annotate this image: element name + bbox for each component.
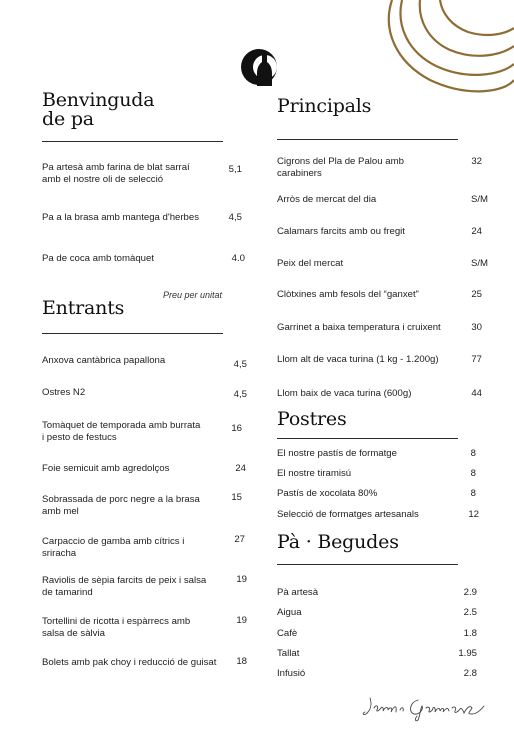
menu-item-price: 4,5 [228, 212, 242, 223]
menu-item-name: Sobrassada de porc negre a la brasa amb mel [42, 494, 200, 517]
menu-item-name: Pa de coca amb tomàquet [42, 253, 154, 264]
menu-item-name: Llom alt de vaca turina (1 kg - 1.200g) [277, 354, 439, 365]
menu-item-name: Anxova cantàbrica papallona [42, 355, 166, 366]
menu-item-price: 4.0 [231, 253, 245, 264]
menu-item-name: Foie semicuit amb agredolços [42, 463, 170, 474]
section-title-entrants: Entrants [42, 297, 125, 319]
menu-item-name: Aigua [277, 607, 302, 618]
menu-item-price: 25 [471, 289, 482, 300]
menu-item-price: S/M [470, 258, 488, 269]
menu-item-name: Tallat [277, 648, 300, 659]
menu-item-price: 12 [468, 509, 479, 520]
menu-item-price: 2.5 [463, 607, 477, 618]
section-title-benvinguda: Benvinguda de pa [42, 89, 155, 130]
menu-item-name: Garrinet a baixa temperatura i cruixent [277, 322, 441, 333]
menu-item-name: Cafè [277, 628, 298, 639]
menu-item-name: Peix del mercat [277, 258, 344, 269]
menu-item-name: Pa artesà amb farina de blat sarraí amb el nostre oli de selecció [42, 162, 190, 185]
menu-item-price: 27 [234, 534, 245, 545]
menu-item-price: 1.95 [458, 648, 477, 659]
menu-item-price: 44 [471, 388, 482, 399]
menu-item-name: Tortellini de ricotta i espàrrecs amb salsa de sàlvia [42, 616, 191, 639]
menu-item-price: 2.8 [463, 668, 477, 679]
menu-item-name: El nostre pastís de formatge [277, 448, 397, 459]
section-title-principals: Principals [277, 95, 372, 117]
menu-item-name: Arròs de mercat del dia [277, 194, 377, 205]
menu-item-price: 2.9 [463, 587, 477, 598]
menu-item-price: 24 [235, 463, 246, 474]
menu-item-price: 15 [231, 492, 242, 503]
menu-item-name: Bolets amb pak choy i reducció de guisat [42, 657, 217, 668]
menu-item-name: Ostres N2 [42, 387, 86, 398]
wine-bottle-c-logo [240, 44, 280, 90]
menu-item-price: 8 [470, 448, 476, 459]
menu-item-name: Pastís de xocolata 80% [277, 488, 378, 499]
menu-item-name: Pà artesà [277, 587, 319, 598]
menu-item-name: Clòtxines amb fesols del “ganxet” [277, 289, 419, 300]
menu-item-name: El nostre tiramisú [277, 468, 352, 479]
menu-item-price: 18 [236, 656, 247, 667]
signature-scribble [360, 694, 490, 722]
menu-item-price: 4,5 [233, 389, 247, 400]
section-divider [277, 564, 458, 565]
menu-item-name: Selecció de formatges artesanals [277, 509, 419, 520]
menu-item-name: Infusió [277, 668, 306, 679]
section-title-begudes: Pà · Begudes [277, 531, 399, 553]
section-divider [42, 141, 223, 142]
menu-item-name: Raviolis de sèpia farcits de peix i salsa de tamarind [42, 575, 207, 598]
price-per-unit-note: Preu per unitat [163, 290, 223, 300]
menu-item-price: 77 [471, 354, 482, 365]
menu-item-price: 19 [236, 615, 247, 626]
section-divider [277, 139, 458, 140]
menu-item-name: Calamars farcits amb ou fregit [277, 226, 405, 237]
menu-item-price: 19 [236, 574, 247, 585]
menu-item-price: 8 [470, 468, 476, 479]
menu-item-price: 5,1 [228, 164, 242, 175]
menu-item-price: 32 [471, 156, 482, 167]
menu-item-name: Carpaccio de gamba amb cítrics i sriracha [42, 536, 185, 559]
section-divider [42, 333, 223, 334]
menu-item-price: 24 [471, 226, 482, 237]
menu-item-price: 4,5 [233, 359, 247, 370]
section-title-postres: Postres [277, 408, 347, 430]
menu-item-name: Cigrons del Pla de Palou amb carabiners [277, 156, 404, 179]
menu-item-name: Tomàquet de temporada amb burrata i pesto de festucs [42, 420, 201, 443]
menu-item-price: S/M [470, 194, 488, 205]
menu-item-price: 1.8 [463, 628, 477, 639]
menu-item-name: Pa a la brasa amb mantega d'herbes [42, 212, 200, 223]
menu-item-price: 30 [471, 322, 482, 333]
menu-item-price: 16 [231, 423, 242, 434]
section-divider [277, 438, 458, 439]
menu-item-name: Llom baix de vaca turina (600g) [277, 388, 412, 399]
menu-item-price: 8 [470, 488, 476, 499]
